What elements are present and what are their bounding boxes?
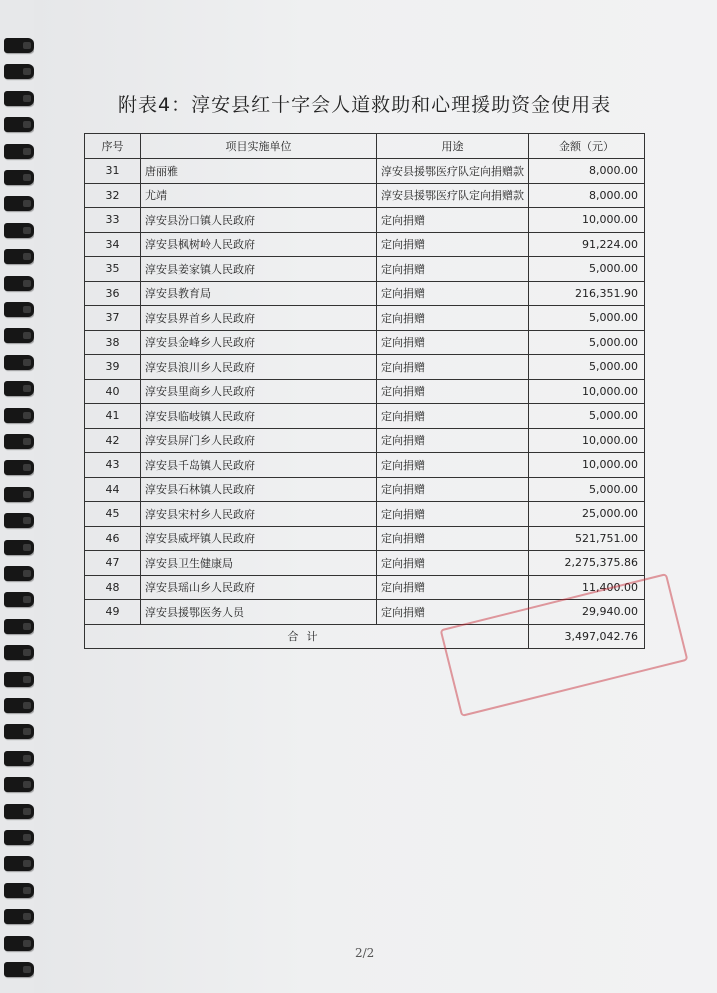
- row-amount: 521,751.00: [529, 526, 645, 551]
- binding-ring: [4, 698, 34, 713]
- table-row: [85, 379, 645, 404]
- row-unit: 淳安县浪川乡人民政府: [141, 355, 377, 380]
- row-amount: 5,000.00: [529, 477, 645, 502]
- binding-ring: [4, 381, 34, 396]
- row-number: 33: [85, 208, 141, 233]
- row-number: 43: [85, 453, 141, 478]
- row-number: 35: [85, 257, 141, 282]
- binding-ring: [4, 724, 34, 739]
- table-row: [85, 257, 645, 282]
- row-unit: 淳安县屏门乡人民政府: [141, 428, 377, 453]
- row-use: 定向捐赠: [377, 330, 529, 355]
- binding-ring: [4, 249, 34, 264]
- binding-ring: [4, 117, 34, 132]
- row-number: 40: [85, 379, 141, 404]
- row-unit: 唐丽雅: [141, 159, 377, 184]
- row-amount: 5,000.00: [529, 306, 645, 331]
- header-use: 用途: [377, 134, 529, 159]
- binding-ring: [4, 460, 34, 475]
- row-unit: 淳安县卫生健康局: [141, 551, 377, 576]
- row-unit: 淳安县里商乡人民政府: [141, 379, 377, 404]
- row-number: 42: [85, 428, 141, 453]
- binding-ring: [4, 64, 34, 79]
- row-use: 定向捐赠: [377, 379, 529, 404]
- page-title: 附表4：淳安县红十字会人道救助和心理援助资金使用表: [118, 94, 612, 116]
- table-row: [85, 306, 645, 331]
- row-amount: 25,000.00: [529, 502, 645, 527]
- row-number: 47: [85, 551, 141, 576]
- table-row: [85, 502, 645, 527]
- row-number: 46: [85, 526, 141, 551]
- row-use: 定向捐赠: [377, 453, 529, 478]
- row-number: 34: [85, 232, 141, 257]
- row-number: 44: [85, 477, 141, 502]
- binding-ring: [4, 962, 34, 977]
- row-unit: 尤靖: [141, 183, 377, 208]
- binding-ring: [4, 328, 34, 343]
- row-number: 39: [85, 355, 141, 380]
- binding-ring: [4, 672, 34, 687]
- row-unit: 淳安县千岛镇人民政府: [141, 453, 377, 478]
- binding-ring: [4, 38, 34, 53]
- row-unit: 淳安县姜家镇人民政府: [141, 257, 377, 282]
- table-row: [85, 183, 645, 208]
- table-row: [85, 355, 645, 380]
- binding-ring: [4, 883, 34, 898]
- table-row: [85, 575, 645, 600]
- row-amount: 216,351.90: [529, 281, 645, 306]
- row-use: 定向捐赠: [377, 281, 529, 306]
- row-amount: 10,000.00: [529, 208, 645, 233]
- binding-ring: [4, 302, 34, 317]
- row-use: 定向捐赠: [377, 575, 529, 600]
- row-amount: 29,940.00: [529, 600, 645, 625]
- page-number: 2/2: [355, 946, 375, 960]
- binding-ring: [4, 196, 34, 211]
- row-use: 定向捐赠: [377, 600, 529, 625]
- row-amount: 5,000.00: [529, 330, 645, 355]
- row-use: 定向捐赠: [377, 477, 529, 502]
- binding-ring: [4, 434, 34, 449]
- header-amount: 金额（元）: [529, 134, 645, 159]
- row-unit: 淳安县汾口镇人民政府: [141, 208, 377, 233]
- row-use: 定向捐赠: [377, 428, 529, 453]
- row-use: 定向捐赠: [377, 232, 529, 257]
- table-row: [85, 526, 645, 551]
- row-use: 定向捐赠: [377, 355, 529, 380]
- binding-ring: [4, 223, 34, 238]
- table-row: [85, 232, 645, 257]
- binding-ring: [4, 144, 34, 159]
- row-number: 45: [85, 502, 141, 527]
- row-use: 定向捐赠: [377, 306, 529, 331]
- binding-ring: [4, 487, 34, 502]
- row-number: 37: [85, 306, 141, 331]
- binding-ring: [4, 830, 34, 845]
- binding-ring: [4, 619, 34, 634]
- binding-ring: [4, 592, 34, 607]
- table-row: [85, 477, 645, 502]
- row-amount: 5,000.00: [529, 355, 645, 380]
- binding-ring: [4, 751, 34, 766]
- row-amount: 91,224.00: [529, 232, 645, 257]
- funds-table: [84, 133, 645, 649]
- row-unit: 淳安县援鄂医务人员: [141, 600, 377, 625]
- row-amount: 2,275,375.86: [529, 551, 645, 576]
- row-amount: 10,000.00: [529, 379, 645, 404]
- binding-ring: [4, 645, 34, 660]
- binding-ring: [4, 909, 34, 924]
- table-row: [85, 208, 645, 233]
- row-unit: 淳安县威坪镇人民政府: [141, 526, 377, 551]
- row-amount: 10,000.00: [529, 453, 645, 478]
- header-unit: 项目实施单位: [141, 134, 377, 159]
- binding-ring: [4, 566, 34, 581]
- table-row: [85, 404, 645, 429]
- row-number: 36: [85, 281, 141, 306]
- table-row: [85, 330, 645, 355]
- row-use: 定向捐赠: [377, 502, 529, 527]
- row-number: 49: [85, 600, 141, 625]
- row-unit: 淳安县教育局: [141, 281, 377, 306]
- row-number: 41: [85, 404, 141, 429]
- row-number: 38: [85, 330, 141, 355]
- binding-ring: [4, 276, 34, 291]
- row-number: 32: [85, 183, 141, 208]
- row-use: 定向捐赠: [377, 208, 529, 233]
- row-use: 定向捐赠: [377, 551, 529, 576]
- table-row: [85, 453, 645, 478]
- row-use: 淳安县援鄂医疗队定向捐赠款: [377, 159, 529, 184]
- spiral-binding: [0, 0, 34, 993]
- row-unit: 淳安县瑶山乡人民政府: [141, 575, 377, 600]
- row-number: 31: [85, 159, 141, 184]
- row-amount: 5,000.00: [529, 404, 645, 429]
- table-header-row: [85, 134, 645, 159]
- row-amount: 5,000.00: [529, 257, 645, 282]
- row-unit: 淳安县金峰乡人民政府: [141, 330, 377, 355]
- table-row: [85, 428, 645, 453]
- binding-ring: [4, 408, 34, 423]
- binding-ring: [4, 856, 34, 871]
- row-amount: 10,000.00: [529, 428, 645, 453]
- table-row: [85, 281, 645, 306]
- row-number: 48: [85, 575, 141, 600]
- row-amount: 8,000.00: [529, 159, 645, 184]
- binding-ring: [4, 936, 34, 951]
- binding-ring: [4, 540, 34, 555]
- total-label: 合计: [85, 624, 529, 649]
- binding-ring: [4, 804, 34, 819]
- binding-ring: [4, 513, 34, 528]
- header-no: 序号: [85, 134, 141, 159]
- binding-ring: [4, 355, 34, 370]
- row-use: 定向捐赠: [377, 526, 529, 551]
- row-unit: 淳安县石林镇人民政府: [141, 477, 377, 502]
- binding-ring: [4, 777, 34, 792]
- binding-ring: [4, 91, 34, 106]
- row-use: 定向捐赠: [377, 404, 529, 429]
- row-amount: 8,000.00: [529, 183, 645, 208]
- table-row: [85, 159, 645, 184]
- row-use: 淳安县援鄂医疗队定向捐赠款: [377, 183, 529, 208]
- row-unit: 淳安县宋村乡人民政府: [141, 502, 377, 527]
- binding-ring: [4, 170, 34, 185]
- row-unit: 淳安县界首乡人民政府: [141, 306, 377, 331]
- table-row: [85, 551, 645, 576]
- row-unit: 淳安县枫树岭人民政府: [141, 232, 377, 257]
- row-use: 定向捐赠: [377, 257, 529, 282]
- total-amount: 3,497,042.76: [529, 624, 645, 649]
- row-amount: 11,400.00: [529, 575, 645, 600]
- row-unit: 淳安县临岐镇人民政府: [141, 404, 377, 429]
